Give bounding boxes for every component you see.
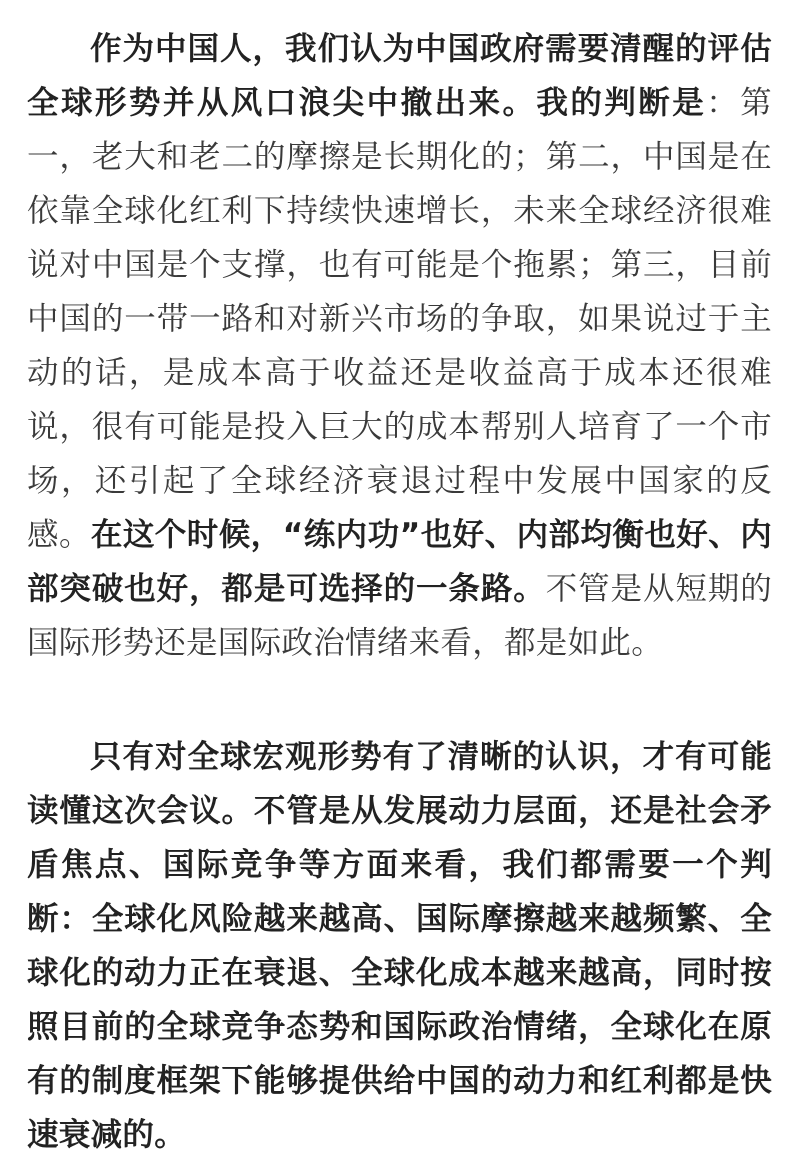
bold-span: 作为中国人，我们认为中国政府需要清醒的评估全球形势并从风口浪尖中撤出来。我的判断是 xyxy=(27,31,772,121)
text-span: ：第一，老大和老二的摩擦是长期化的；第二，中国是在依靠全球化红利下持续快速增长，未来全球经济很难说对中国是个支撑，也有可能是个拖累；第三，目前中国的一带一路和对新兴市场的争取，如果说过于主动的话，是成本高于收益还是收益高于成本还很难说，很有可能是投入巨大的成本帮别人培育了一个市场，还引起了全球经济衰退过程中发展中国家的反感。 xyxy=(27,85,772,553)
bold-span: 只有对全球宏观形势有了清晰的认识，才有可能读懂这次会议。不管是从发展动力层面，还是社会矛盾焦点、国际竞争等方面来看，我们都需要一个判断：全球化风险越来越高、国际摩擦越来越频繁、全球化的动力正在衰退、全球化成本越来越高，同时按照目前的全球竞争态势和国际政治情绪，全球化在原有的制度框架下能够提供给中国的动力和红利都是快速衰减的。 xyxy=(27,739,772,1153)
paragraph-1 xyxy=(27,22,772,670)
article-body xyxy=(27,22,772,1162)
paragraph-2 xyxy=(27,730,772,1162)
bold-span: 在这个时候，“练内功”也好、内部均衡也好、内部突破也好，都是可选择的一条路。 xyxy=(27,517,772,607)
text-span: 不管是从短期的国际形势还是国际政治情绪来看，都是如此。 xyxy=(27,571,772,661)
